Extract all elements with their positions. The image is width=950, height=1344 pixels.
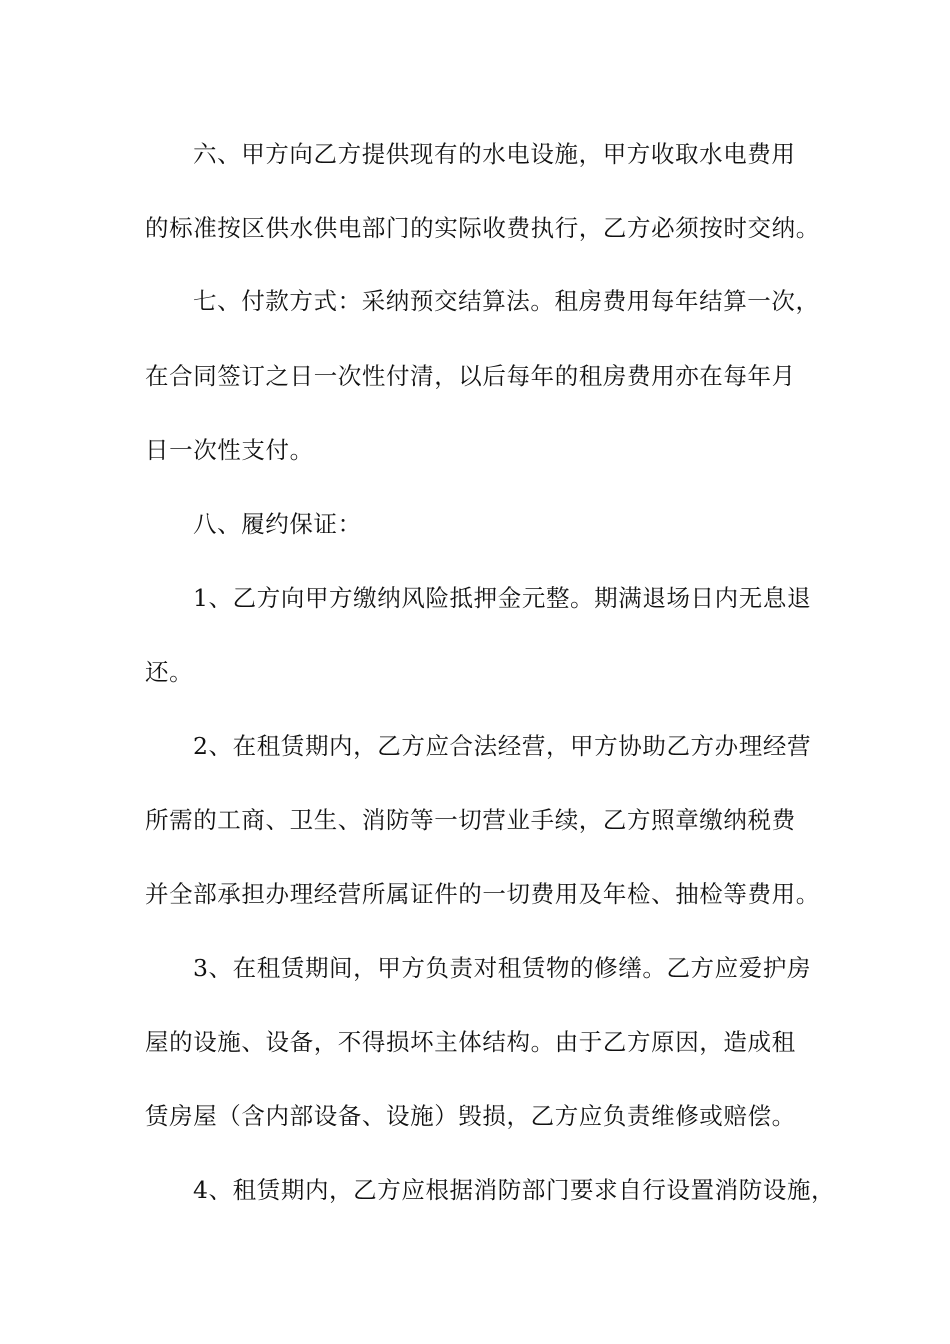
text-line: 3、在租赁期间，甲方负责对租赁物的修缮。乙方应爱护房 — [193, 954, 812, 982]
text-line: 1、乙方向甲方缴纳风险抵押金元整。期满退场日内无息退 — [193, 584, 812, 612]
text-line: 并全部承担办理经营所属证件的一切费用及年检、抽检等费用。 — [145, 880, 820, 908]
text-line: 2、在租赁期内，乙方应合法经营，甲方协助乙方办理经营 — [193, 732, 812, 760]
text-line: 七、付款方式：采纳预交结算法。租房费用每年结算一次， — [193, 287, 820, 315]
text-line: 的标准按区供水供电部门的实际收费执行，乙方必须按时交纳。 — [145, 214, 820, 242]
text-line: 六、甲方向乙方提供现有的水电设施，甲方收取水电费用 — [193, 140, 796, 168]
text-line: 八、履约保证： — [193, 510, 362, 538]
text-line: 所需的工商、卫生、消防等一切营业手续，乙方照章缴纳税费 — [145, 806, 796, 834]
text-line: 4、租赁期内，乙方应根据消防部门要求自行设置消防设施， — [193, 1176, 836, 1204]
text-line: 赁房屋（含内部设备、设施）毁损，乙方应负责维修或赔偿。 — [145, 1102, 796, 1130]
text-line: 日一次性支付。 — [145, 436, 314, 464]
text-line: 在合同签订之日一次性付清，以后每年的租房费用亦在每年月 — [145, 362, 796, 390]
text-line: 屋的设施、设备，不得损坏主体结构。由于乙方原因，造成租 — [145, 1028, 796, 1056]
text-line: 还。 — [145, 658, 194, 686]
